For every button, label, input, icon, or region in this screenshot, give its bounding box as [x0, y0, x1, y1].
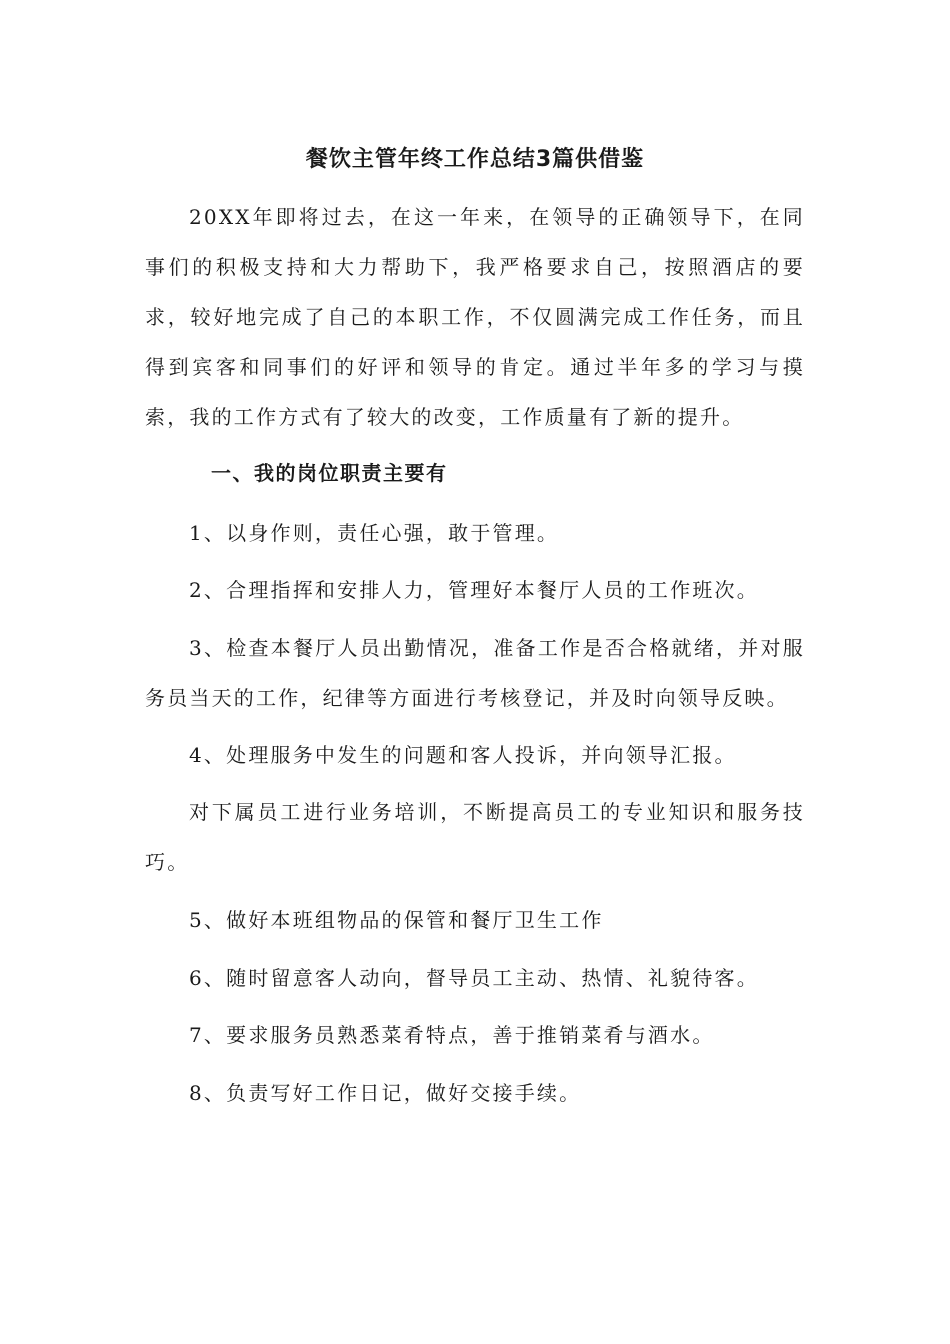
- duty-item-6: 6、随时留意客人动向，督导员工主动、热情、礼貌待客。: [189, 966, 759, 990]
- duty-item-1: 1、以身作则，责任心强，敢于管理。: [189, 521, 560, 545]
- intro-paragraph: 20XX年即将过去，在这一年来，在领导的正确领导下，在同事们的积极支持和大力帮助下，我严格要求自己，按照酒店的要求，较好地完成了自己的本职工作，不仅圆满完成工作任务，而且得到宾客和同事们的好评和领导的肯定。通过半年多的学习与摸索，我的工作方式有了较大的改变，工作质量有了新的提升。: [145, 205, 805, 429]
- duty-item-2: 2、合理指挥和安排人力，管理好本餐厅人员的工作班次。: [189, 578, 759, 602]
- duty-item-4: 4、处理服务中发生的问题和客人投诉，并向领导汇报。: [189, 743, 737, 767]
- duty-item-5: 5、做好本班组物品的保管和餐厅卫生工作: [189, 908, 604, 932]
- duty-item-7: 7、要求服务员熟悉菜肴特点，善于推销菜肴与酒水。: [189, 1023, 715, 1047]
- document-title: 餐饮主管年终工作总结3篇供借鉴: [305, 147, 645, 172]
- training-paragraph: 对下属员工进行业务培训，不断提高员工的专业知识和服务技巧。: [145, 800, 805, 874]
- duty-item-8: 8、负责写好工作日记，做好交接手续。: [189, 1081, 582, 1105]
- section-heading: 一、我的岗位职责主要有: [211, 461, 448, 485]
- duty-item-3: 3、检查本餐厅人员出勤情况，准备工作是否合格就绪，并对服务员当天的工作，纪律等方面进行考核登记，并及时向领导反映。: [145, 636, 805, 710]
